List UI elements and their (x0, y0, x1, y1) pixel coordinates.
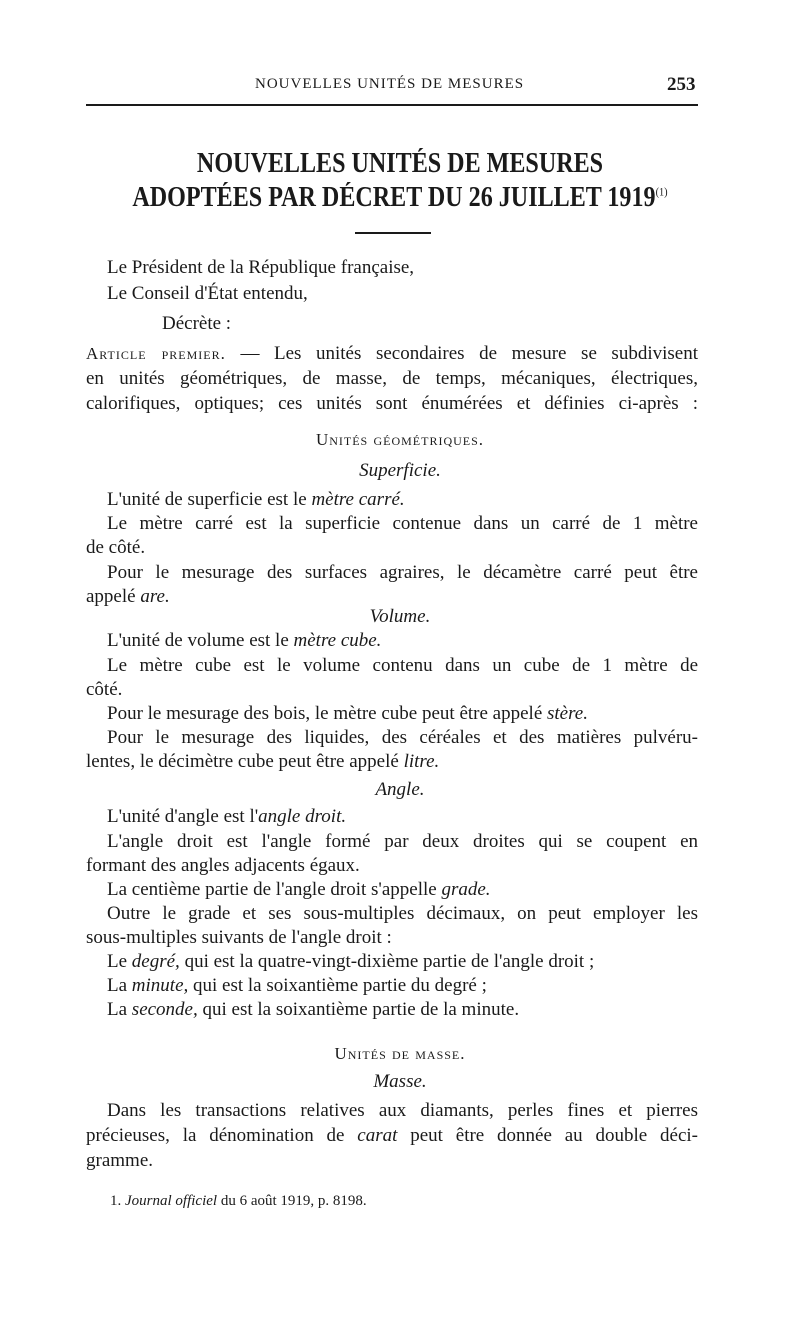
term-carat: carat (357, 1125, 398, 1146)
term-minute: minute, (131, 975, 189, 996)
superficie-line-1-text: L'unité de superficie est le (107, 489, 312, 510)
term-litre: litre. (403, 751, 440, 772)
angle-line-5: Outre le grade et ses sous-multiples décimaux, on peut employer les (107, 903, 698, 924)
angle-line-8-c: qui est la soixantième partie du degré ; (188, 975, 487, 996)
masse-line-2-a: précieuses, la dénomination de (86, 1125, 358, 1146)
title-line-2 (56, 182, 744, 214)
footnote-mark: (1) (655, 184, 668, 199)
title-line-1: NOUVELLES UNITÉS DE MESURES (196, 148, 604, 179)
superficie-line-3: de côté. (86, 537, 146, 558)
term-seconde: seconde, (131, 999, 198, 1020)
volume-line-1-text: L'unité de volume est le (107, 630, 294, 651)
volume-line-2: Le mètre cube est le volume contenu dans un cube de 1 mètre de (107, 655, 698, 676)
term-are: are. (140, 586, 170, 607)
footnote-rest: du 6 août 1919, p. 8198. (217, 1193, 367, 1209)
section-heading-geometriques: Unités géométriques. (315, 430, 485, 449)
running-head: NOUVELLES UNITÉS DE MESURES (255, 76, 525, 92)
masse-line-1: Dans les transactions relatives aux diamants, perles fines et pierres (107, 1100, 698, 1121)
term-angle-droit: angle droit. (258, 806, 347, 827)
term-metre-cube: mètre cube. (293, 630, 382, 651)
preamble-conseil: Le Conseil d'État entendu, (107, 283, 308, 304)
term-metre-carre: mètre carré. (311, 489, 405, 510)
masse-line-3: gramme. (86, 1150, 154, 1171)
term-grade: grade. (441, 879, 491, 900)
masse-line-2 (86, 1125, 698, 1147)
title-line-2-text: ADOPTÉES PAR DÉCRET DU 26 JUILLET 1919 (132, 182, 656, 213)
angle-line-6: sous-multiples suivants de l'angle droit : (86, 927, 392, 948)
volume-line-6 (86, 751, 439, 773)
subheading-masse: Masse. (373, 1071, 427, 1092)
header-rule (86, 104, 698, 106)
article-line-1 (86, 343, 698, 365)
section-heading-masse: Unités de masse. (334, 1044, 466, 1063)
footnote-number: 1. (110, 1193, 122, 1209)
subheading-superficie: Superficie. (359, 460, 441, 481)
angle-line-1 (107, 806, 346, 828)
preamble-decrete: Décrète : (162, 313, 232, 334)
superficie-line-5-text: appelé (86, 586, 141, 607)
angle-line-8 (107, 975, 487, 997)
preamble-president: Le Président de la République française, (107, 257, 415, 278)
superficie-line-1 (107, 489, 405, 511)
title-rule (355, 232, 431, 234)
angle-line-4-text: La centième partie de l'angle droit s'appelle (107, 879, 442, 900)
volume-line-5: Pour le mesurage des liquides, des céréales et des matières pulvéru- (107, 727, 698, 748)
angle-line-9-c: qui est la soixantième partie de la minute. (197, 999, 520, 1020)
masse-line-2-c: peut être donnée au double déci- (397, 1125, 698, 1146)
superficie-line-4: Pour le mesurage des surfaces agraires, le décamètre carré peut être (107, 562, 698, 583)
article-line-3: calorifiques, optiques; ces unités sont énumérées et définies ci-après : (86, 393, 698, 414)
superficie-line-5 (86, 586, 170, 608)
angle-line-1-text: L'unité d'angle est l' (107, 806, 259, 827)
volume-line-6-text: lentes, le décimètre cube peut être appelé (86, 751, 404, 772)
angle-line-2: L'angle droit est l'angle formé par deux droites qui se coupent en (107, 831, 698, 852)
volume-line-4-text: Pour le mesurage des bois, le mètre cube peut être appelé (107, 703, 547, 724)
volume-line-4 (107, 703, 588, 725)
angle-line-9-a: La (107, 999, 132, 1020)
subheading-angle: Angle. (375, 779, 425, 800)
angle-line-9 (107, 999, 519, 1021)
article-label: Article premier. (86, 344, 226, 363)
angle-line-3: formant des angles adjacents égaux. (86, 855, 360, 876)
angle-line-7-a: Le (107, 951, 132, 972)
angle-line-7-c: qui est la quatre-vingt-dixième partie de l'angle droit ; (179, 951, 595, 972)
angle-line-7 (107, 951, 594, 973)
volume-line-3: côté. (86, 679, 123, 700)
subheading-volume: Volume. (369, 606, 431, 627)
angle-line-8-a: La (107, 975, 132, 996)
volume-line-1 (107, 630, 381, 652)
article-line-1-text: — Les unités secondaires de mesure se subdivisent (240, 343, 698, 364)
angle-line-4 (107, 879, 491, 901)
footnote-source: Journal officiel (125, 1193, 218, 1209)
footnote (110, 1193, 367, 1210)
term-stere: stère. (547, 703, 588, 724)
term-degre: degré, (131, 951, 180, 972)
article-line-2: en unités géométriques, de masse, de temps, mécaniques, électriques, (86, 368, 698, 389)
superficie-line-2: Le mètre carré est la superficie contenue dans un carré de 1 mètre (107, 513, 698, 534)
page-number: 253 (667, 74, 696, 95)
